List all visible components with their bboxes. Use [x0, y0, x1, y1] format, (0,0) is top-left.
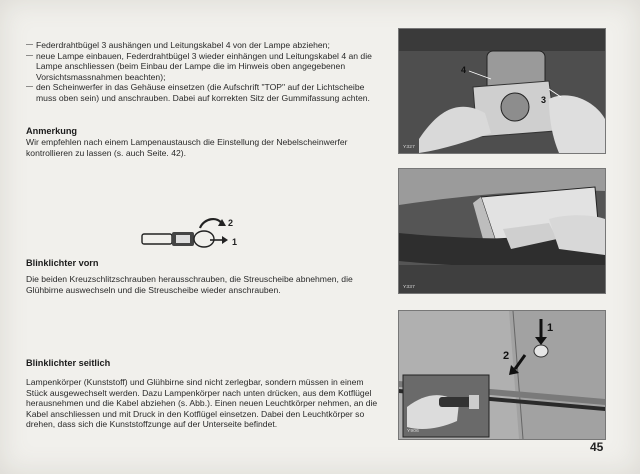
note-heading: Anmerkung	[26, 126, 78, 136]
inset-label-2: 2	[228, 218, 234, 228]
side-indicator-image	[399, 311, 605, 439]
page-number: 45	[590, 440, 604, 454]
inset-label-1: 1	[232, 237, 238, 247]
step-item: — Federdrahtbügel 3 aushängen und Leitungskabel 4 von der Lampe abziehen;	[26, 40, 386, 51]
note-section	[26, 126, 386, 158]
photo3-label-2: 2	[503, 350, 510, 362]
steps-list	[26, 40, 386, 104]
photo2-code: Y337	[403, 285, 416, 290]
photo1-label-3: 3	[541, 95, 547, 105]
photo1-label-4: 4	[461, 65, 467, 75]
photo3-label-1: 1	[547, 322, 554, 334]
photo-front-indicator	[398, 168, 606, 294]
blink-side-heading: Blinklichter seitlich	[26, 358, 111, 368]
step-item: — den Scheinwerfer in das Gehäuse einsetzen (die Aufschrift "TOP" auf der Lichtscheibe muss oben sein) und anschrauben. Dabei auf korrekten Sitz der Gummifassung achten.	[26, 82, 386, 103]
bulb-drawing	[138, 210, 248, 258]
photo1-code: Y327	[403, 145, 416, 150]
photo-side-indicator	[398, 310, 606, 440]
photo-fog-lamp	[398, 28, 606, 154]
blink-front-text: Die beiden Kreuzschlitzschrauben herausschrauben, die Streuscheibe abnehmen, die Glühbirne auswechseln und die Streuscheibe wieder anschrauben.	[26, 274, 353, 295]
note-text: Wir empfehlen nach einem Lampenaustausch die Einstellung der Nebelscheinwerfer kontrollieren zu lassen (s. auch Seite. 42).	[26, 137, 348, 158]
blink-side-text: Lampenkörper (Kunststoff) und Glühbirne sind nicht zerlegbar, sondern müssen in einem Stück ausgewechselt werden. Dazu Lampenkörper nach unten drücken, aus dem Kotflügel herausnehmen und die Kabel abziehen (s. Abb.). Einen neuen Leuchtkörper nehmen, an die Kabel anschliessen und mit Druck in den Kotflügel einsetzen. Dabei den Leuchtkörper so drehen, dass sich die Kunststoffzunge auf der Unterseite befindet.	[26, 377, 378, 430]
front-indicator-image	[399, 169, 605, 293]
blink-side-section	[26, 358, 386, 430]
blink-front-heading: Blinklichter vorn	[26, 258, 99, 268]
fog-lamp-image	[399, 29, 605, 153]
bulb-illustration	[138, 210, 248, 258]
photo3-code: Y906	[407, 429, 420, 434]
step-item: — neue Lampe einbauen, Federdrahtbügel 3 wieder einhängen und Leitungskabel 4 an die Lampe anschliessen (beim Einbau der Lampe die im Hinweis oben angegebenen Vorsichtsmassnahmen beachten);	[26, 51, 386, 83]
steps-top	[26, 40, 386, 104]
blink-front-section	[26, 258, 386, 295]
